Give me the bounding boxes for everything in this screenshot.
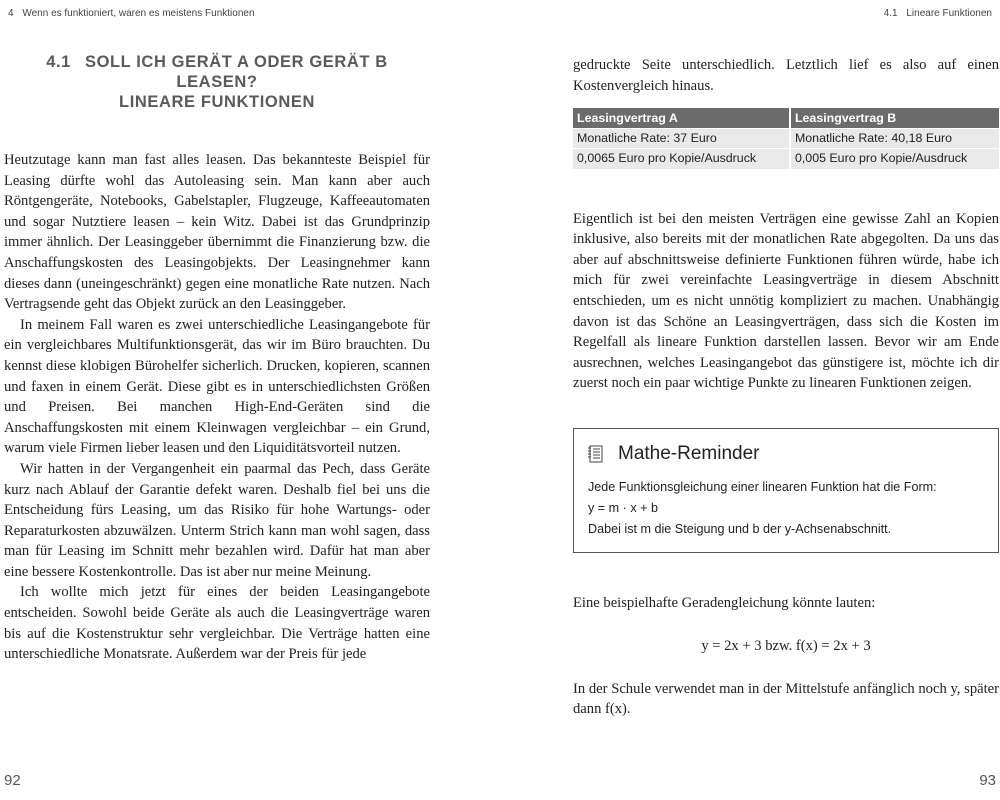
paragraph: In der Schule verwendet man in der Mittelstufe anfänglich noch y, später dann f(x). [573,680,999,718]
table-cell: 0,005 Euro pro Kopie/Ausdruck [790,149,999,169]
reminder-line: Jede Funktionsgleichung einer linearen Funktion hat die Form: [588,480,937,495]
section-heading-line1: SOLL ICH GERÄT A ODER GERÄT B LEASEN? [84,53,388,91]
table-header-b: Leasingvertrag B [790,108,999,128]
table-header-a: Leasingvertrag A [573,108,790,128]
left-page [4,52,430,665]
paragraph: In meinem Fall waren es zwei unterschiedliche Leasingangebote für ein vergleichbares Multifunktionsgerät, das wir im Büro brauchten. Du kennst diese klobigen Bürohelfer sicherlich. Drucken, kopieren, scannen und faxen in einem Gerät. Diese gibt es in unterschiedlichsten Größen und Preisen. Bei manchen High-End-Geräten sind die Anschaffungskosten mit einem Kleinwagen vergleichbar – ein Grund, warum viele Firmen lieber leasen und den Liquiditätsvorteil nutzen. [4,316,430,457]
section-number-header: 4.1 [883,8,898,19]
reminder-formula: y = m · x + b [588,501,658,516]
math-reminder-box [573,428,999,553]
page-number-left: 92 [4,772,21,789]
section-heading [4,52,430,112]
section-number: 4.1 [46,53,71,71]
running-header-right [884,8,992,19]
paragraph: Ich wollte mich jetzt für eines der beiden Leasingangebote entscheiden. Sowohl beide Geräte als auch die Leasingverträge waren bis auf die Kostenstruktur sehr vergleichbar. Die Verträge hatten eine unterschiedliche Monatsrate. Außerdem war der Preis für jede [4,584,430,663]
chapter-title: Wenn es funktioniert, waren es meistens Funktionen [22,8,255,19]
paragraph: Wir hatten in der Vergangenheit ein paarmal das Pech, dass Geräte kurz nach Ablauf der Garantie defekt waren. Deshalb fiel bei uns die Entscheidung fürs Leasing, um das Risiko für hohe Wartungs- oder Reparaturkosten abzuwälzen. Unterm Strich kann man wohl sagen, dass man für Leasing im Schnitt mehr bezahlen wird. Dafür hat man aber eine bessere Kostenkontrolle. Das ist aber nur meine Meinung. [4,460,430,580]
notebook-icon [588,445,604,463]
right-page [573,55,999,720]
table-cell: 0,0065 Euro pro Kopie/Ausdruck [573,149,790,169]
page-number-right: 93 [979,772,996,789]
leasing-comparison-table [573,108,999,169]
running-header-left [8,8,255,19]
section-title-header: Lineare Funktionen [906,8,992,19]
reminder-line: Dabei ist m die Steigung und b der y-Achsenabschnitt. [588,522,892,537]
table-row [573,128,999,149]
table-cell: Monatliche Rate: 40,18 Euro [790,128,999,149]
paragraph: Eigentlich ist bei den meisten Verträgen eine gewisse Zahl an Kopien inklusive, also bereits mit der monatlichen Rate abgegolten. Da uns das aber auf abschnittsweise definierte Funktionen führen würde, habe ich mich für zwei vereinfachte Leasingverträge in diesem Abschnitt entschieden, um es nicht unnötig kompliziert zu machen. Unabhängig davon ist das Schöne an Leasingverträgen, dass sich die Kosten im Regelfall als lineare Funktion darstellen lassen. Bevor wir am Ende ausrechnen, welches Leasingangebot das günstigere ist, möchte ich dir zuerst noch ein paar wichtige Punkte zu linearen Funktionen zeigen. [573,210,999,392]
section-heading-line2: LINEARE FUNKTIONEN [119,93,315,111]
table-row [573,149,999,169]
paragraph: Eine beispielhafte Geradengleichung könnte lauten: [573,595,876,612]
paragraph: gedruckte Seite unterschiedlich. Letztlich lief es also auf einen Kostenvergleich hinaus. [573,57,999,94]
table-cell: Monatliche Rate: 37 Euro [573,128,790,149]
paragraph: Heutzutage kann man fast alles leasen. Das bekannteste Beispiel für Leasing dürfte wohl das Autoleasing sein. Man kann aber auch Röntgengeräte, Notebooks, Gabelstapler, Flugzeuge, Kaffeeautomaten und sogar Nutztiere leasen – kein Witz. Dabei ist das Grundprinzip immer ähnlich. Der Leasinggeber übernimmt die Finanzierung bzw. die Anschaffungskosten des Leasingobjekts. Der Leasingnehmer kann dieses dann (uneingeschränkt) gegen eine monatliche Rate nutzen. Nach Vertragsende geht das Objekt zurück an den Leasinggeber. [4,152,430,313]
example-equation: y = 2x + 3 bzw. f(x) = 2x + 3 [701,637,871,654]
reminder-title: Mathe-Reminder [618,443,760,465]
chapter-number: 4 [8,8,14,19]
